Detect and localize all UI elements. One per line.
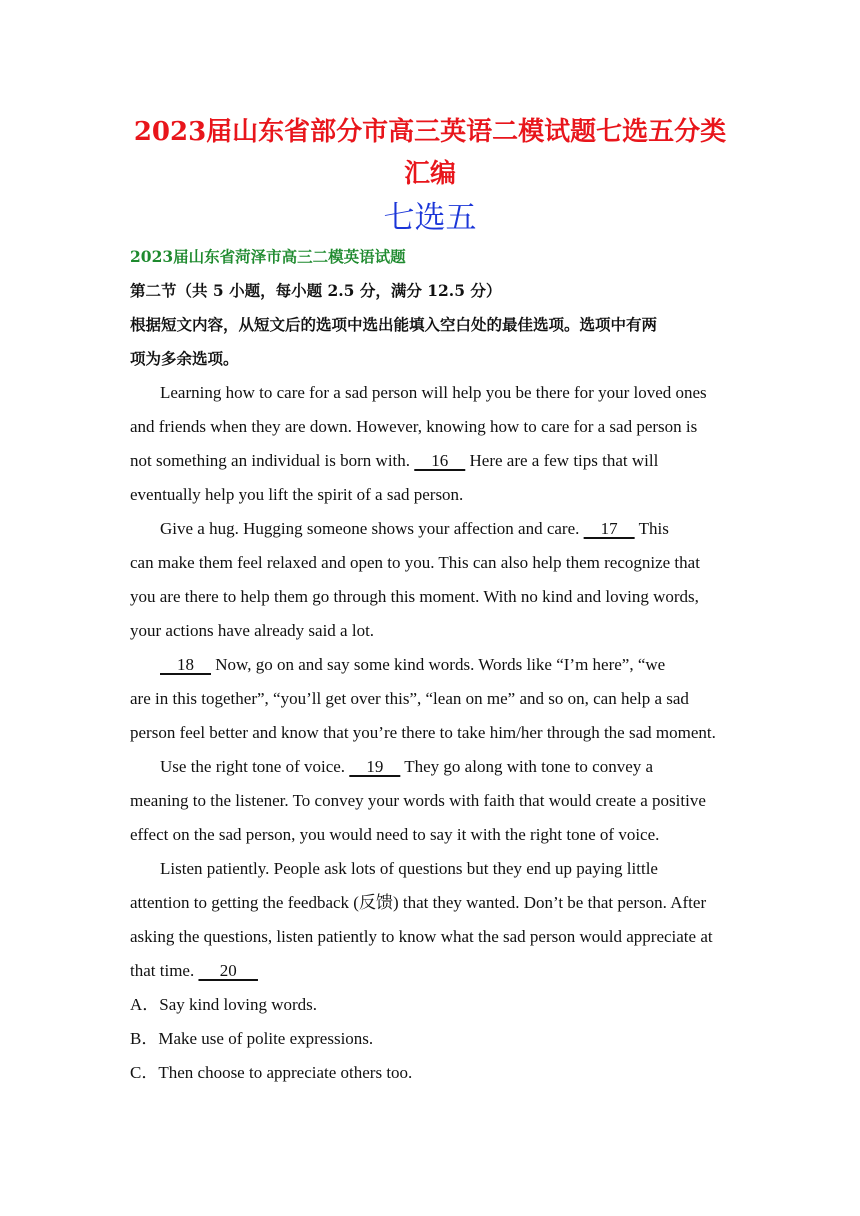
- passage-line: meaning to the listener. To convey your words with faith that would create a positive: [130, 791, 706, 810]
- passage-line: 18 Now, go on and say some kind words. Words like “I’m here”, “we: [160, 655, 666, 674]
- option-text: Make use of polite expressions.: [158, 1029, 374, 1048]
- passage-line: asking the questions, listen patiently to know what the sad person would appreciate at: [130, 927, 713, 946]
- blank-17: 17: [583, 519, 635, 538]
- passage-line: Learning how to care for a sad person will help you be there for your loved ones: [160, 383, 707, 402]
- option-text: Then choose to appreciate others too.: [158, 1063, 413, 1082]
- option-a: [130, 988, 317, 1022]
- section-header: 第二节（共 5 小题，每小题 2.5 分，满分 12.5 分）: [130, 281, 502, 300]
- passage-line: and friends when they are down. However, knowing how to care for a sad person is: [130, 417, 698, 436]
- option-text: Say kind loving words.: [159, 995, 318, 1014]
- passage-line: your actions have already said a lot.: [130, 621, 375, 640]
- passage-line: Listen patiently. People ask lots of questions but they end up paying little: [160, 859, 658, 878]
- document-title-continued: 汇编: [403, 159, 456, 189]
- document-title: 2023届山东省部分市高三英语二模试题七选五分类: [133, 117, 727, 147]
- instructions-line: 根据短文内容，从短文后的选项中选出能填入空白处的最佳选项。选项中有两: [130, 315, 658, 334]
- passage-line: not something an individual is born with. 16 Here are a few tips that will: [130, 451, 659, 470]
- blank-18: 18: [160, 655, 211, 674]
- option-letter: C．: [130, 1063, 159, 1082]
- option-b: [130, 1022, 373, 1056]
- exam-source: 2023届山东省菏泽市高三二模英语试题: [130, 247, 406, 266]
- option-letter: B．: [130, 1029, 159, 1048]
- passage-line: Give a hug. Hugging someone shows your affection and care. 17 This: [160, 519, 669, 538]
- passage-line: you are there to help them go through this moment. With no kind and loving words,: [130, 587, 699, 606]
- option-letter: A．: [130, 995, 160, 1014]
- passage-line: that time. 20: [130, 961, 258, 980]
- section-subtitle: 七选五: [383, 200, 477, 236]
- passage-line: are in this together”, “you’ll get over this”, “lean on me” and so on, can help a sad: [130, 689, 689, 708]
- passage-line: eventually help you lift the spirit of a sad person.: [130, 485, 464, 504]
- blank-19: 19: [349, 757, 401, 776]
- passage-line: can make them feel relaxed and open to you. This can also help them recognize that: [130, 553, 700, 572]
- passage-line: person feel better and know that you’re there to take him/her through the sad moment.: [130, 723, 716, 742]
- instructions-line: 项为多余选项。: [130, 349, 239, 368]
- passage-line: effect on the sad person, you would need to say it with the right tone of voice.: [130, 825, 660, 844]
- option-c: [130, 1056, 412, 1090]
- passage-line: attention to getting the feedback (反馈) that they wanted. Don’t be that person. After: [130, 893, 707, 912]
- blank-16: 16: [414, 451, 466, 470]
- blank-20: 20: [198, 961, 258, 980]
- passage-line: Use the right tone of voice. 19 They go along with tone to convey a: [160, 757, 654, 776]
